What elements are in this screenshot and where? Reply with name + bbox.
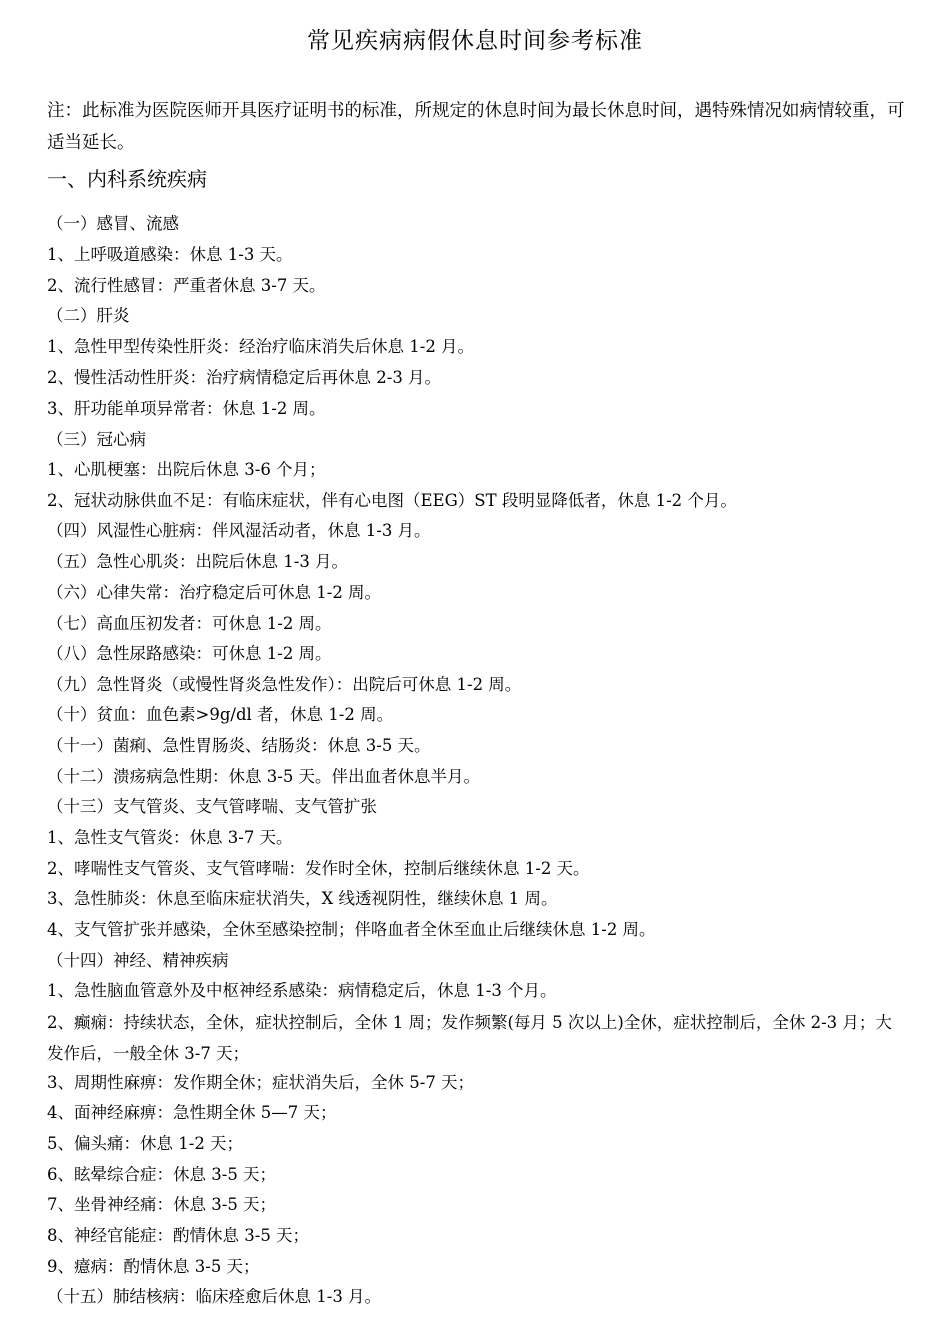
line-heading: （四）风湿性心脏病： — [47, 521, 212, 540]
line-text: 1、上呼吸道感染：休息 1-3 天。 — [47, 245, 293, 264]
document-line — [47, 1071, 907, 1095]
line-heading: （三）冠心病 — [47, 430, 146, 449]
line-text: 休息 3-5 天。 — [327, 736, 431, 755]
line-text: 4、支气管扩张并感染，全休至感染控制；伴咯血者全休至血止后继续休息 1-2 周。 — [47, 920, 656, 939]
line-text: 8、神经官能症：酌情休息 3-5 天； — [47, 1226, 310, 1245]
document-line — [47, 397, 907, 421]
line-text: 可休息 1-2 周。 — [212, 644, 332, 663]
line-text: 2、哮喘性支气管炎、支气管哮喘：发作时全休，控制后继续休息 1-2 天。 — [47, 859, 590, 878]
document-title: 常见疾病病假休息时间参考标准 — [307, 28, 643, 54]
document-line — [47, 765, 907, 789]
document-line — [47, 428, 907, 452]
line-text: 伴风湿活动者，休息 1-3 月。 — [212, 521, 431, 540]
document-line — [47, 550, 907, 574]
line-heading: （十四）神经、精神疾病 — [47, 951, 229, 970]
document-line — [47, 274, 907, 298]
line-text: （或慢性肾炎急性发作）：出院后可休息 1-2 周。 — [162, 675, 522, 694]
document-line — [47, 1193, 907, 1217]
line-text: 9、癔病：酌情休息 3-5 天； — [47, 1257, 260, 1276]
line-heading: （一）感冒、流感 — [47, 214, 179, 233]
line-text: 出院后休息 1-3 月。 — [195, 552, 349, 571]
document-line — [47, 703, 907, 727]
line-text: 7、坐骨神经痛：休息 3-5 天； — [47, 1195, 277, 1214]
line-heading: （十五）肺结核病： — [47, 1287, 196, 1306]
line-text: 3、肝功能单项异常者：休息 1-2 周。 — [47, 399, 326, 418]
line-text: 4、面神经麻痹：急性期全休 5—7 天； — [47, 1103, 337, 1122]
line-text: 休息 3-5 天。伴出血者休息半月。 — [228, 767, 481, 786]
document-line — [47, 458, 907, 482]
document-line — [47, 1285, 907, 1309]
document-line — [47, 366, 907, 390]
document-line — [47, 1224, 907, 1248]
document-line — [47, 734, 907, 758]
document-line — [47, 857, 907, 881]
document-line — [47, 489, 907, 513]
document-line — [47, 1163, 907, 1187]
line-text: 治疗稳定后可休息 1-2 周。 — [179, 583, 382, 602]
line-heading: （二）肝炎 — [47, 306, 130, 325]
line-text: 临床痊愈后休息 1-3 月。 — [195, 1287, 382, 1306]
line-heading: （八）急性尿路感染： — [47, 644, 212, 663]
document-line — [47, 212, 907, 236]
document-line — [47, 612, 907, 636]
document-line — [47, 1007, 907, 1069]
line-text: 可休息 1-2 周。 — [212, 614, 332, 633]
line-text: 3、周期性麻痹：发作期全休；症状消失后，全休 5-7 天； — [47, 1073, 475, 1092]
document-line — [47, 673, 907, 697]
line-heading: （十一）菌痢、急性胃肠炎、结肠炎： — [47, 736, 328, 755]
document-line — [47, 918, 907, 942]
line-heading: （六）心律失常： — [47, 583, 179, 602]
line-text: 1、急性支气管炎：休息 3-7 天。 — [47, 828, 293, 847]
line-heading: （九）急性肾炎 — [47, 675, 163, 694]
note-paragraph: 注：此标准为医院医师开具医疗证明书的标准，所规定的休息时间为最长休息时间，遇特殊情况如病情较重，可适当延长。 — [47, 101, 905, 153]
section-heading: 一、内科系统疾病 — [47, 167, 207, 191]
document-line — [47, 335, 907, 359]
line-heading: （十）贫血： — [47, 705, 146, 724]
line-heading: （十二）溃疡病急性期： — [47, 767, 229, 786]
document-line — [47, 581, 907, 605]
document-line — [47, 642, 907, 666]
line-text: 血色素>9g/dl 者，休息 1-2 周。 — [146, 705, 394, 724]
document-line — [47, 795, 907, 819]
line-text: 2、癫痫：持续状态，全休，症状控制后，全休 1 周；发作频繁(每月 5 次以上)全休，症状控制后，全休 2-3 月；大发作后，一般全休 3-7 天； — [47, 1013, 892, 1063]
document-line — [47, 519, 907, 543]
line-text: 3、急性肺炎：休息至临床症状消失，X 线透视阴性，继续休息 1 周。 — [47, 889, 558, 908]
line-heading: （十三）支气管炎、支气管哮喘、支气管扩张 — [47, 797, 377, 816]
document-line — [47, 304, 907, 328]
document-line — [47, 826, 907, 850]
document-line — [47, 1255, 907, 1279]
line-text: 1、急性脑血管意外及中枢神经系感染：病情稳定后，休息 1-3 个月。 — [47, 981, 557, 1000]
document-line — [47, 887, 907, 911]
line-text: 6、眩晕综合症：休息 3-5 天； — [47, 1165, 277, 1184]
document-line — [47, 979, 907, 1003]
line-text: 5、偏头痛：休息 1-2 天； — [47, 1134, 244, 1153]
document-line — [47, 1101, 907, 1125]
line-text: 1、心肌梗塞：出院后休息 3-6 个月； — [47, 460, 326, 479]
line-text: 2、慢性活动性肝炎：治疗病情稳定后再休息 2-3 月。 — [47, 368, 442, 387]
document-line — [47, 949, 907, 973]
line-heading: （五）急性心肌炎： — [47, 552, 196, 571]
line-text: 1、急性甲型传染性肝炎：经治疗临床消失后休息 1-2 月。 — [47, 337, 475, 356]
line-text: 2、冠状动脉供血不足：有临床症状，伴有心电图（EEG）ST 段明显降低者，休息 1-2 个月。 — [47, 491, 737, 510]
line-heading: （七）高血压初发者： — [47, 614, 212, 633]
line-text: 2、流行性感冒：严重者休息 3-7 天。 — [47, 276, 326, 295]
document-line — [47, 243, 907, 267]
document-line — [47, 1132, 907, 1156]
